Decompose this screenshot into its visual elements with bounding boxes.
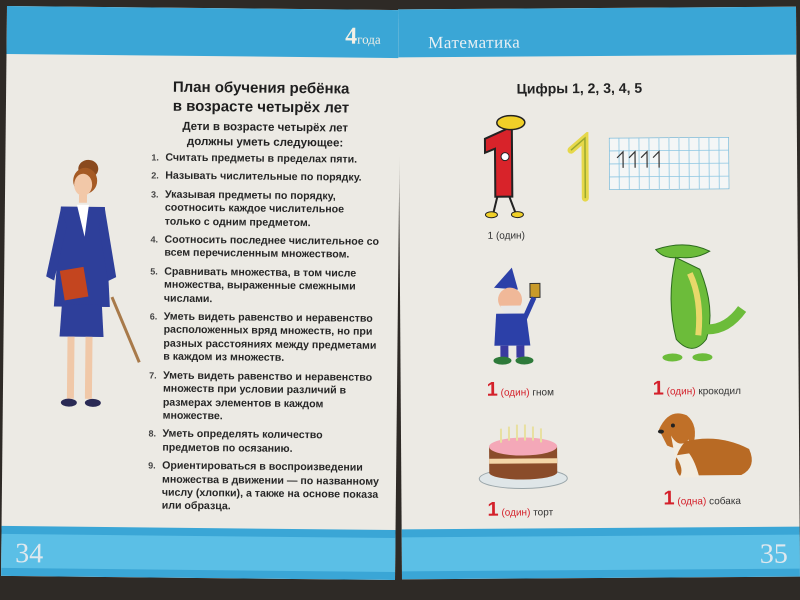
list-item: 1. Считать предметы в пределах пяти. — [151, 151, 358, 166]
dog-illustration — [649, 405, 760, 486]
digit-caption: 1 (один) — [487, 230, 525, 242]
right-page — [398, 7, 800, 580]
left-page — [1, 6, 401, 580]
list-item: 7. Уметь видеть равенство и неравенство множеств при условии различий в размерах элементов в каждом множестве. — [149, 369, 373, 423]
list-item: 5. Сравнивать множества, в том числе множества, выраженные смежными числами. — [150, 265, 357, 305]
plan-title-line2: в возрасте четырёх лет — [172, 97, 350, 117]
list-item: 9. Ориентироваться в воспроизведении множества в движении — по названному числу (хлопки), а также на основе показа или образца. — [148, 459, 379, 513]
skills-list — [148, 151, 384, 520]
age-word: года — [357, 31, 381, 47]
list-item: 4. Соотносить последнее числительное со всем перечисленным множеством. — [150, 233, 380, 261]
list-item: 6. Уметь видеть равенство и неравенство расположенных вряд множеств, но при разных расстояниях между предметами в каждом из множеств. — [149, 310, 377, 365]
crocodile-illustration — [646, 239, 747, 370]
teacher-illustration — [31, 156, 144, 427]
list-item: 2. Называть числительные по порядку. — [151, 170, 362, 185]
page-number-right: 35 — [759, 538, 788, 570]
list-item: 8. Уметь определять количество предметов по осязанию. — [148, 427, 323, 455]
bottom-band — [1, 526, 396, 580]
gnome-illustration — [478, 263, 559, 369]
plan-title — [156, 78, 366, 118]
digit-one-character-illustration — [467, 108, 548, 224]
list-item: 3. Указывая предметы по порядку, соотносить каждое числительное только с одним предметом. — [150, 188, 345, 229]
gnome-caption: 1 (один) гном — [486, 378, 554, 401]
age-badge — [345, 23, 381, 50]
numbers-title: Цифры 1, 2, 3, 4, 5 — [516, 79, 643, 97]
bottom-band — [402, 527, 800, 580]
cake-caption: 1 (один) торт — [487, 498, 554, 521]
age-number: 4 — [345, 23, 358, 50]
dog-caption: 1 (одна) собака — [663, 487, 741, 510]
plan-intro: Дети в возрасте четырёх лет должны уметь следующее: — [182, 120, 349, 150]
handwriting-grid — [609, 137, 729, 190]
page-number-left: 34 — [15, 538, 44, 570]
cake-illustration — [475, 420, 571, 491]
top-band — [6, 6, 400, 58]
digit-one-writing-sample — [565, 132, 596, 204]
subject-title: Математика — [428, 32, 521, 53]
crocodile-caption: 1 (один) крокодил — [652, 377, 741, 400]
plan-title-line1: План обучения ребёнка — [172, 78, 350, 98]
